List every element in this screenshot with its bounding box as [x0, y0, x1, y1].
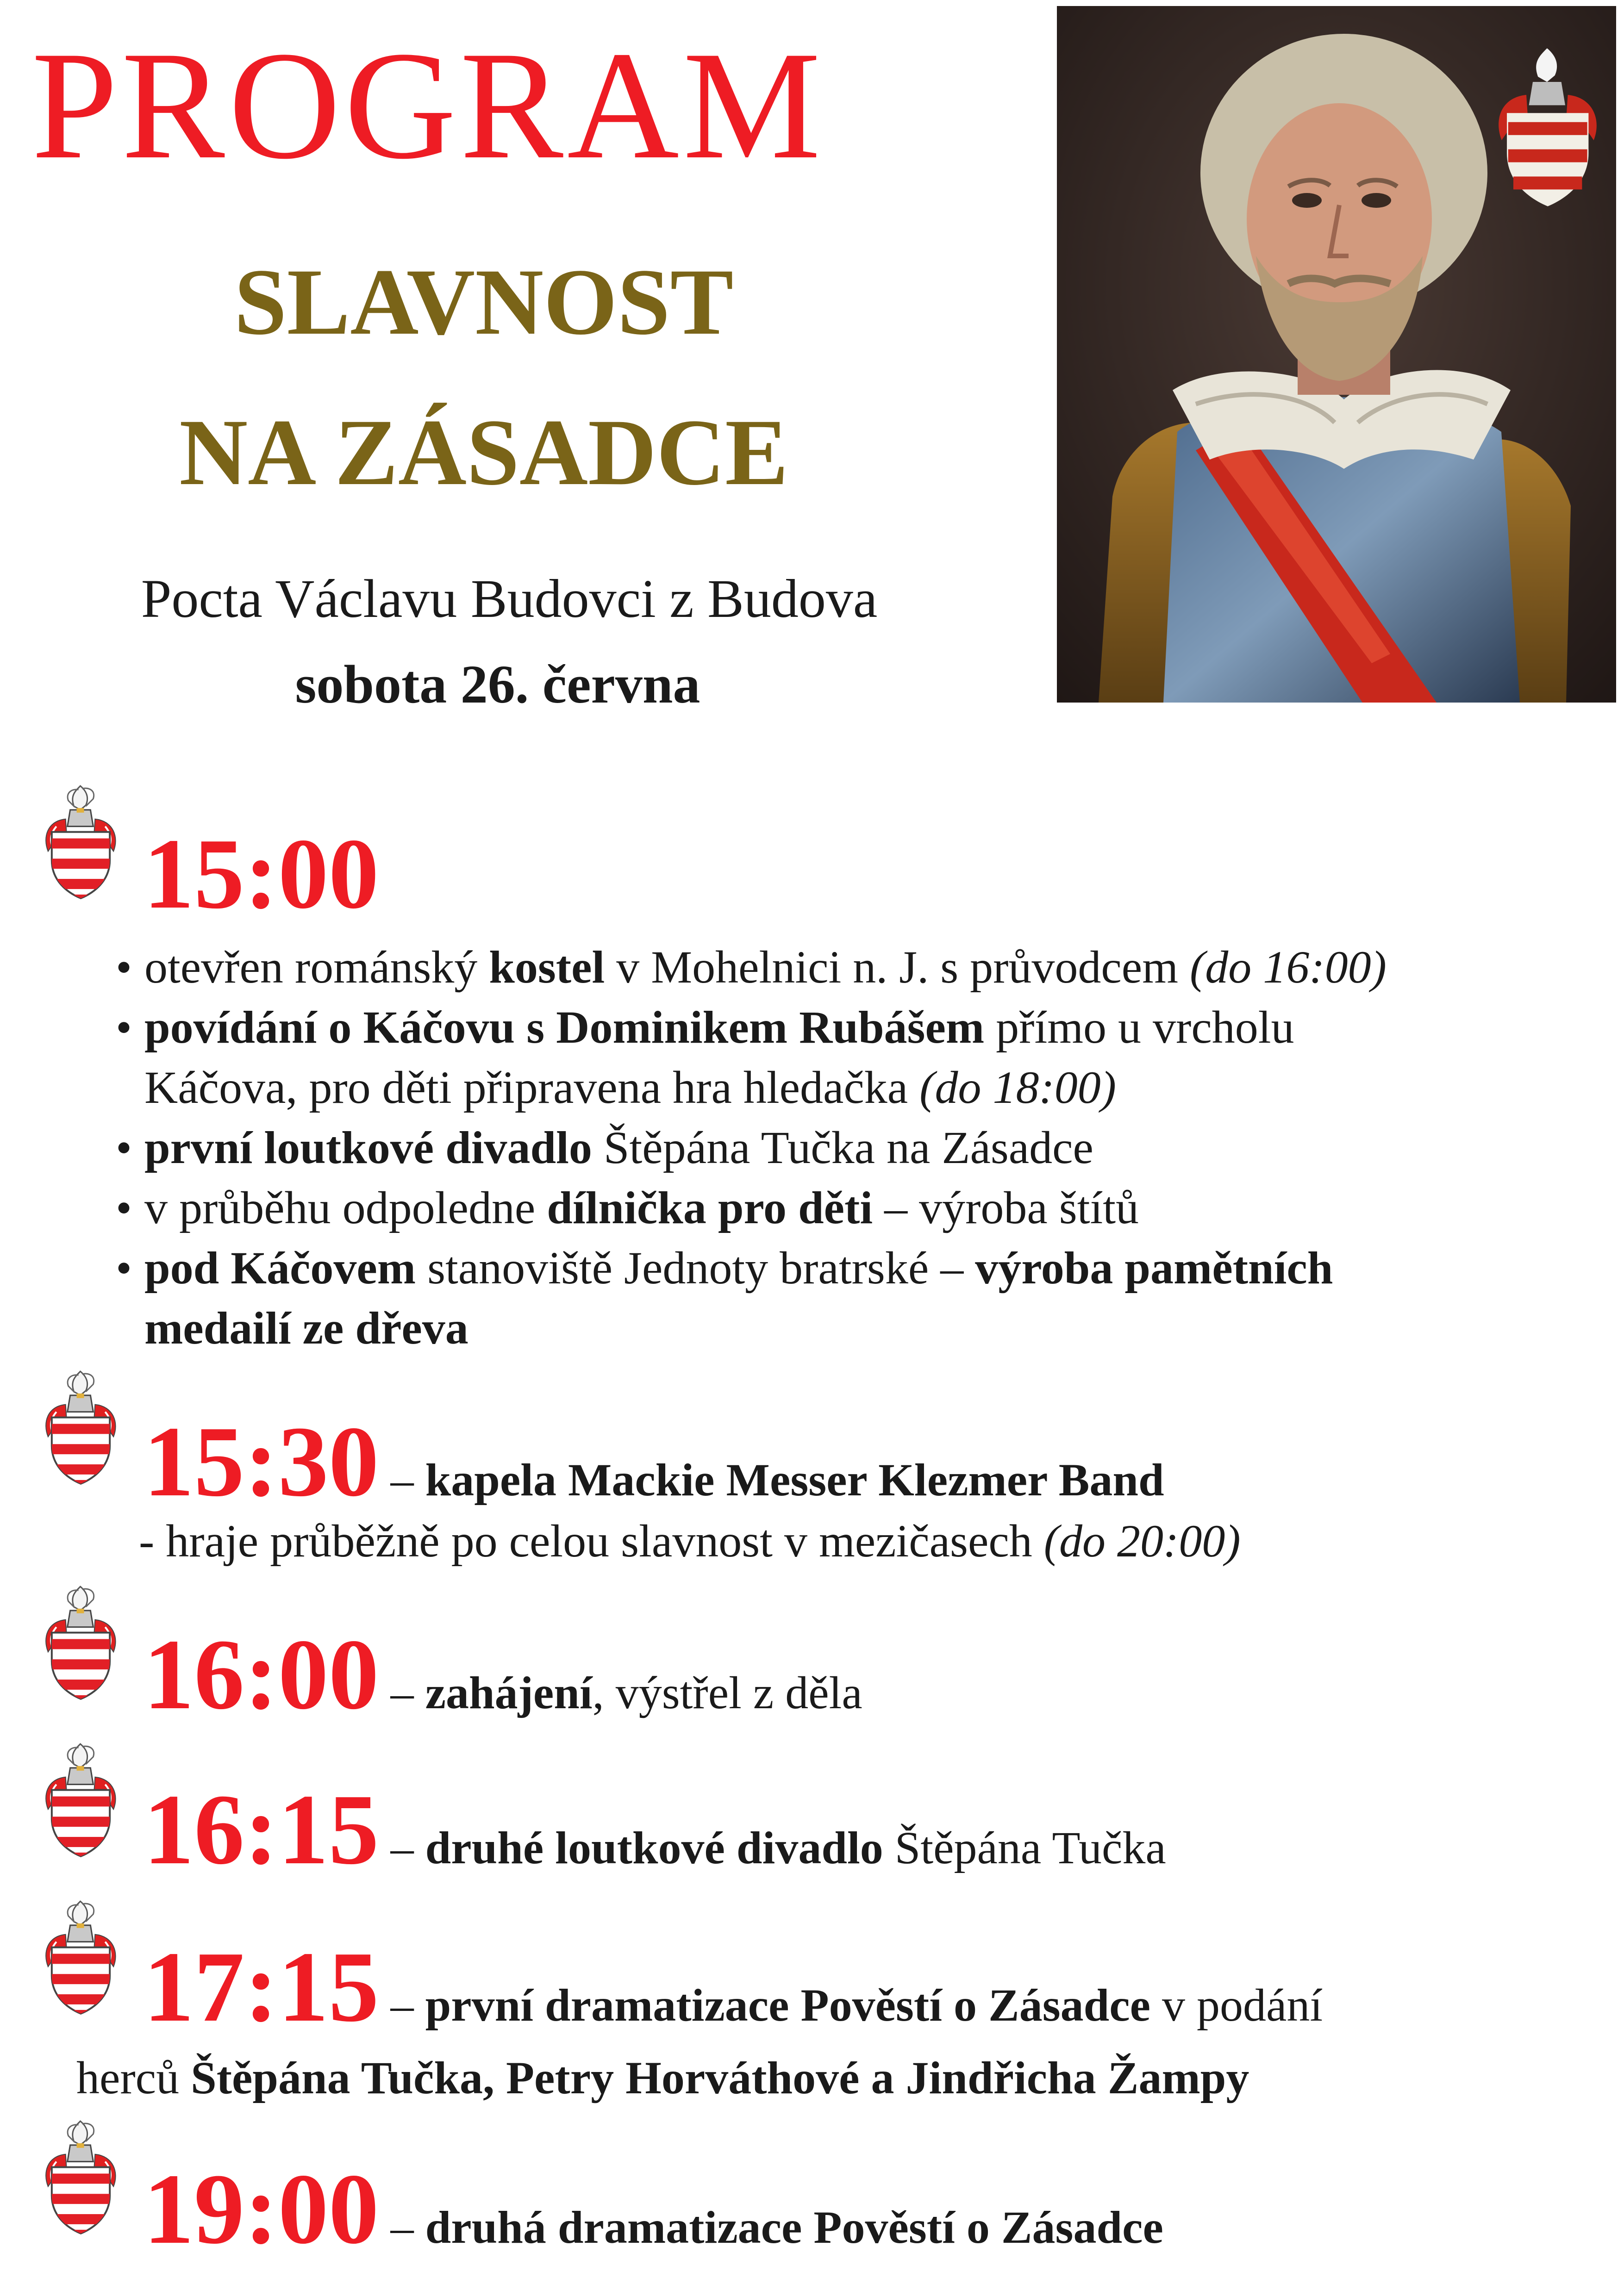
page-title: PROGRAM	[31, 19, 824, 191]
dedication-text: Pocta Václavu Budovci z Budova	[141, 568, 878, 629]
schedule-row-1715: 17:15 – první dramatizace Pověstí o Zásadce v podání	[144, 1931, 1323, 2043]
list-item: • v průběhu odpoledne dílnička pro děti – výroba štítů	[116, 1182, 1139, 1233]
schedule-row-1900: 19:00 – druhá dramatizace Pověstí o Zásadce	[144, 2153, 1163, 2265]
schedule-row-1600: 16:00 – zahájení, výstřel z děla	[144, 1619, 862, 1730]
time-1600: 16:00	[144, 1619, 379, 1730]
coat-of-arms-icon	[38, 1368, 124, 1486]
time-1715: 17:15	[144, 1931, 379, 2043]
schedule-row-1615: 16:15 – druhé loutkové divadlo Štěpána Tučka	[144, 1774, 1166, 1885]
event-title-line1: SLAVNOST	[234, 249, 734, 355]
coat-of-arms-icon	[38, 2117, 124, 2235]
coat-of-arms-icon	[38, 1583, 124, 1701]
coat-of-arms-icon	[38, 1740, 124, 1858]
performers-line: herců Štěpána Tučka, Petry Horváthové a Jindřicha Žampy	[76, 2052, 1249, 2103]
time-1500: 15:00	[144, 818, 379, 930]
list-item: • povídání o Káčovu s Dominikem Rubášem přímo u vrcholu	[116, 1002, 1294, 1053]
event-date: sobota 26. června	[295, 654, 700, 715]
list-item: • první loutkové divadlo Štěpána Tučka na Zásadce	[116, 1122, 1093, 1173]
band-note: - hraje průběžně po celou slavnost v mezičasech (do 20:00)	[139, 1515, 1241, 1567]
time-1900: 19:00	[144, 2153, 379, 2265]
list-item: • otevřen románský kostel v Mohelnici n. J. s průvodcem (do 16:00)	[116, 941, 1387, 993]
coat-of-arms-icon	[38, 1898, 124, 2016]
band-name: kapela Mackie Messer Klezmer Band	[425, 1454, 1164, 1506]
coat-of-arms-icon	[38, 782, 124, 900]
list-item-continuation: medailí ze dřeva	[144, 1302, 468, 1354]
portrait-painting	[1057, 6, 1616, 703]
time-1530: 15:30	[144, 1406, 379, 1518]
schedule-row-1530: 15:30 – kapela Mackie Messer Klezmer Band	[144, 1406, 1164, 1518]
event-title-line2: NA ZÁSADCE	[179, 400, 788, 505]
list-item: • pod Káčovem stanoviště Jednoty bratrské – výroba pamětních	[116, 1242, 1333, 1294]
list-item-continuation: Káčova, pro děti připravena hra hledačka (do 18:00)	[144, 1062, 1117, 1113]
time-1615: 16:15	[144, 1774, 379, 1885]
